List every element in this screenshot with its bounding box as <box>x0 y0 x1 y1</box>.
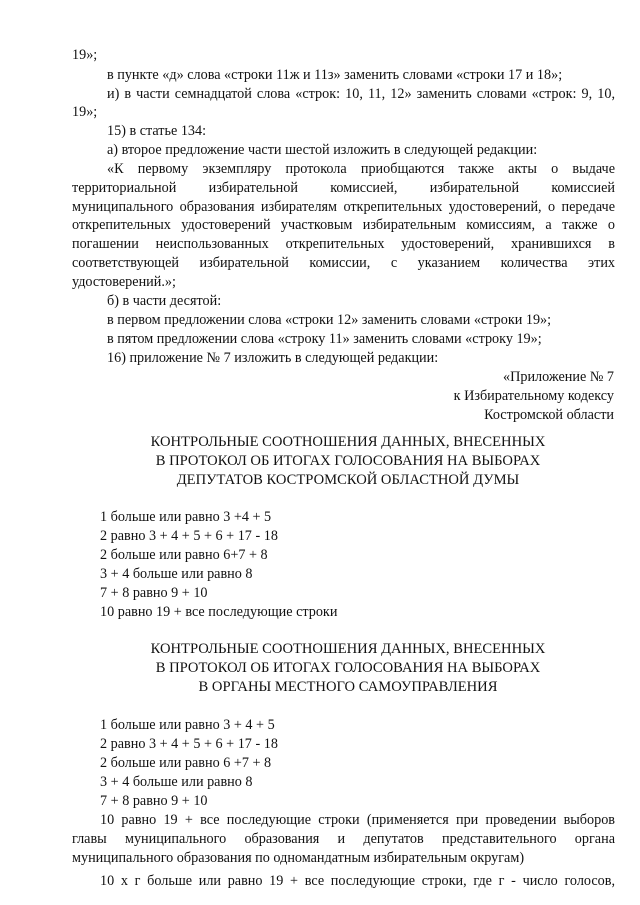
relation-line: 1 больше или равно 3 +4 + 5 <box>100 509 272 525</box>
text-line: соответствующей избирательной комиссии, с указанием количества этих <box>72 255 615 271</box>
relation-line: 10 равно 19 + все последующие строки <box>100 604 338 620</box>
text-line: в первом предложении слова «строки 12» заменить словами «строки 19»; <box>107 312 552 328</box>
text-line: а) второе предложение части шестой изложить в следующей редакции: <box>107 142 538 158</box>
text-line: 15) в статье 134: <box>107 123 207 139</box>
relation-line: главы муниципального образования и депутатов представительного органа <box>72 831 615 847</box>
relation-line: 1 больше или равно 3 + 4 + 5 <box>100 717 275 733</box>
section-heading: В ПРОТОКОЛ ОБ ИТОГАХ ГОЛОСОВАНИЯ НА ВЫБОРАХ <box>155 453 541 469</box>
text-line: удостоверений.»; <box>72 274 176 290</box>
text-line: погашении неиспользованных открепительных удостоверений, хранившихся в <box>72 236 615 252</box>
section-heading: КОНТРОЛЬНЫЕ СООТНОШЕНИЯ ДАННЫХ, ВНЕСЕННЫХ <box>150 641 546 657</box>
relation-line: 3 + 4 больше или равно 8 <box>100 566 253 582</box>
section-heading: В ПРОТОКОЛ ОБ ИТОГАХ ГОЛОСОВАНИЯ НА ВЫБОРАХ <box>155 660 541 676</box>
relation-line: 2 равно 3 + 4 + 5 + 6 + 17 - 18 <box>100 528 278 544</box>
text-line: территориальной избирательной комиссией, избирательной комиссией <box>72 180 615 196</box>
relation-line: 2 больше или равно 6+7 + 8 <box>100 547 268 563</box>
text-line: 19»; <box>72 47 98 63</box>
section-heading: ДЕПУТАТОВ КОСТРОМСКОЙ ОБЛАСТНОЙ ДУМЫ <box>176 472 520 488</box>
text-line: муниципального образования избирателям открепительных удостоверений, о передаче <box>72 199 615 215</box>
text-line: 19»; <box>72 104 98 120</box>
text-line: б) в части десятой: <box>107 293 222 309</box>
relation-line: муниципального образования по одномандатным избирательным округам) <box>72 850 525 866</box>
text-line: 16) приложение № 7 изложить в следующей редакции: <box>107 350 439 366</box>
section-heading: В ОРГАНЫ МЕСТНОГО САМОУПРАВЛЕНИЯ <box>198 679 498 695</box>
relation-line: 7 + 8 равно 9 + 10 <box>100 793 208 809</box>
relation-line: 7 + 8 равно 9 + 10 <box>100 585 208 601</box>
section-heading: КОНТРОЛЬНЫЕ СООТНОШЕНИЯ ДАННЫХ, ВНЕСЕННЫХ <box>150 434 546 450</box>
appendix-subtitle: Костромской области <box>484 407 614 423</box>
relation-line: 2 равно 3 + 4 + 5 + 6 + 17 - 18 <box>100 736 278 752</box>
appendix-title: «Приложение № 7 <box>503 369 614 385</box>
relation-line: 10 равно 19 + все последующие строки (применяется при проведении выборов <box>100 812 615 828</box>
text-line: в пятом предложении слова «строку 11» заменить словами «строку 19»; <box>107 331 542 347</box>
text-line: и) в части семнадцатой слова «строк: 10, 11, 12» заменить словами «строк: 9, 10, <box>107 86 615 102</box>
text-line: в пункте «д» слова «строки 11ж и 11з» заменить словами «строки 17 и 18»; <box>107 67 563 83</box>
text-line: открепительных удостоверений участковым избирательным комиссиям, а также о <box>72 217 615 233</box>
appendix-subtitle: к Избирательному кодексу <box>453 388 614 404</box>
relation-line: 10 х г больше или равно 19 + все последующие строки, где г - число голосов, <box>100 873 615 889</box>
text-line: «К первому экземпляру протокола приобщаются также акты о выдаче <box>107 161 615 177</box>
relation-line: 3 + 4 больше или равно 8 <box>100 774 253 790</box>
relation-line: 2 больше или равно 6 +7 + 8 <box>100 755 272 771</box>
